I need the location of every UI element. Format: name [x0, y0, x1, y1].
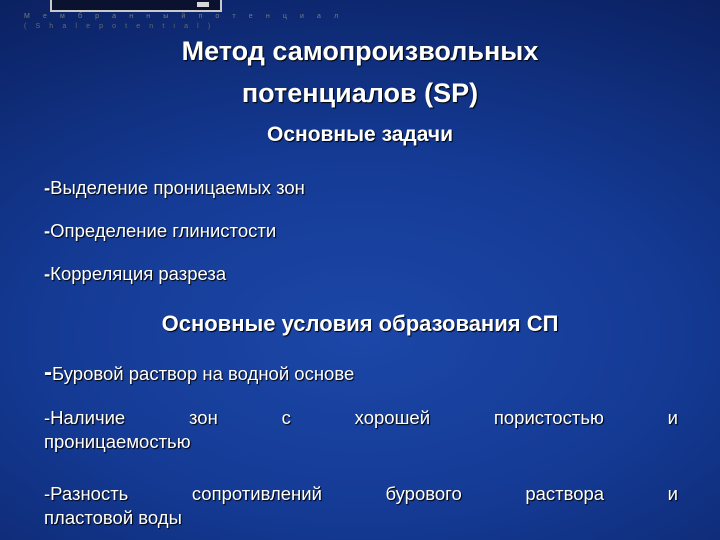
list-item — [44, 361, 678, 386]
logo-mark — [197, 2, 209, 7]
slide-title-line2: потенциалов (SP) — [241, 78, 479, 108]
list-item-text: Определение глинистости — [50, 220, 277, 241]
slide-title — [130, 30, 590, 114]
logo — [0, 0, 344, 34]
list-item-line2: пластовой воды — [44, 507, 182, 528]
logo-image — [50, 0, 222, 12]
list-item-line1 — [44, 406, 678, 430]
list-item-text: Корреляция разреза — [50, 263, 227, 284]
logo-caption-en: ( S h a l e p o t e n t i a l ) — [24, 23, 214, 30]
word: хорошей — [354, 407, 431, 428]
bullet-dash: - — [44, 359, 52, 386]
list-item — [44, 262, 678, 286]
slide-title-line1: Метод самопроизвольных — [181, 36, 539, 66]
word: сопротивлений — [191, 483, 322, 504]
bullet-dash: - — [44, 263, 51, 284]
bullet-dash: - — [44, 177, 51, 198]
logo-caption-ru: М е м б р а н н ы й п о т е н ц и а л — [24, 13, 344, 20]
word: с — [281, 407, 291, 428]
list-item-line1 — [44, 482, 678, 506]
list-item-text: Буровой раствор на водной основе — [52, 363, 355, 384]
list-item — [44, 406, 678, 454]
word: бурового — [385, 483, 462, 504]
word: -Разность — [44, 483, 129, 504]
list-item-text: Выделение проницаемых зон — [50, 177, 305, 198]
word: -Наличие — [44, 407, 126, 428]
word: пористостью — [493, 407, 604, 428]
list-item — [44, 219, 678, 243]
word: раствора — [525, 483, 605, 504]
bullet-dash: - — [44, 220, 51, 241]
list-item — [44, 482, 678, 530]
list-item — [44, 176, 678, 200]
word: и — [667, 483, 678, 504]
word: и — [667, 407, 678, 428]
section-heading-tasks: Основные задачи — [267, 123, 453, 146]
word: зон — [189, 407, 218, 428]
list-item-line2: проницаемостью — [44, 431, 191, 452]
section-heading-conditions: Основные условия образования СП — [161, 311, 559, 336]
